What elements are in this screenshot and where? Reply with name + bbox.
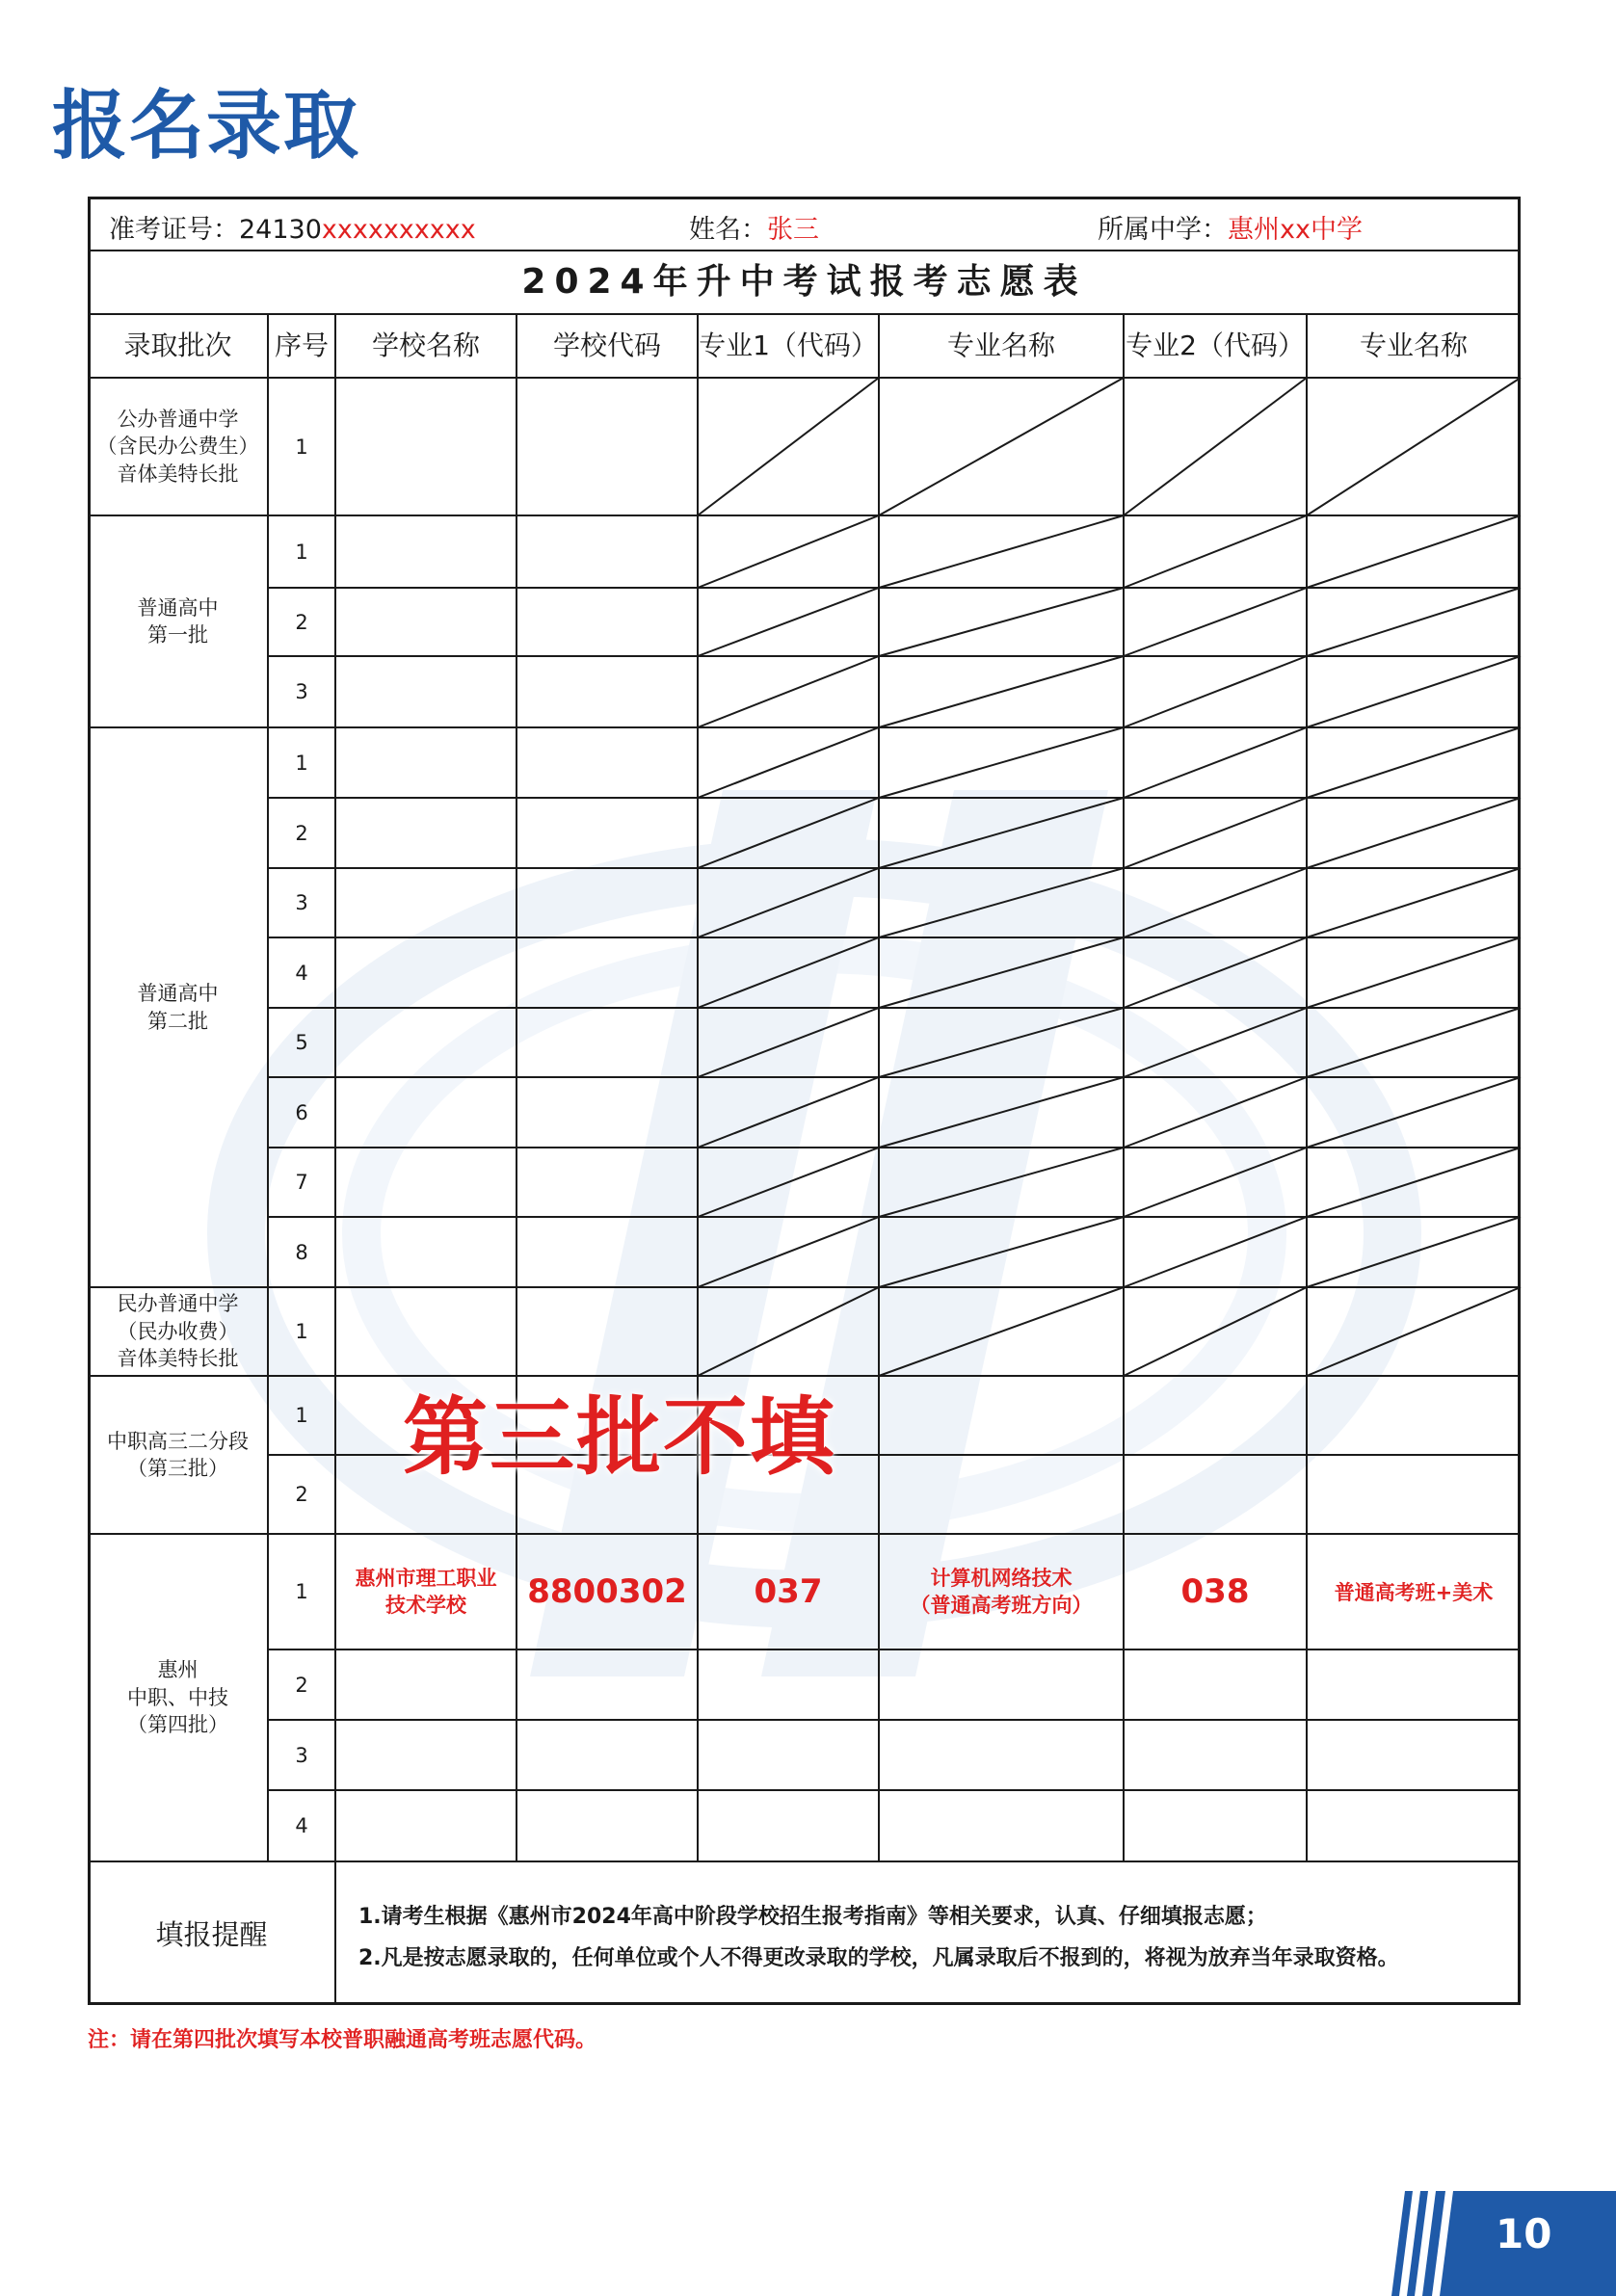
batch-label: 普通高中 第二批	[137, 982, 219, 1033]
student-school: 所属中学：惠州xx中学	[1098, 215, 1363, 245]
footnote: 注：请在第四批次填写本校普职融通高考班志愿代码。	[88, 2028, 597, 2052]
form-title: 2024年升中考试报考志愿表	[521, 262, 1087, 302]
row-number: 2	[295, 1673, 308, 1697]
column-header: 学校代码	[552, 330, 661, 361]
row-number: 1	[295, 751, 308, 775]
sample-school-name: 惠州市理工职业 技术学校	[355, 1566, 497, 1617]
row-number: 3	[295, 891, 308, 914]
grid-line	[268, 587, 1521, 589]
sample-major1-code: 037	[754, 1572, 823, 1611]
reminder-label: 填报提醒	[155, 1917, 268, 1951]
batch-label: 惠州 中职、中技 （第四批）	[127, 1658, 228, 1737]
row-number: 1	[295, 1320, 308, 1343]
row-number: 1	[295, 1404, 308, 1427]
sample-major2-name: 普通高考班+美术	[1334, 1581, 1494, 1604]
row-number: 2	[295, 610, 308, 634]
batch3-skip-stamp: 第三批不填	[403, 1387, 837, 1487]
row-number: 1	[295, 1580, 308, 1603]
batch-label: 普通高中 第一批	[137, 595, 219, 647]
row-number: 3	[295, 680, 308, 703]
grid-line	[268, 937, 1521, 938]
grid-line	[268, 1789, 1521, 1791]
row-number: 5	[295, 1031, 308, 1054]
row-number: 7	[295, 1171, 308, 1194]
column-header: 专业2（代码）	[1126, 330, 1305, 361]
grid-line	[268, 797, 1521, 799]
grid-line	[268, 1076, 1521, 1078]
student-info-row	[88, 197, 1521, 251]
grid-line	[268, 867, 1521, 869]
column-header: 专业名称	[946, 330, 1055, 361]
row-number: 2	[295, 1483, 308, 1506]
sample-school-code: 8800302	[527, 1572, 687, 1611]
reminder-item-1: 1.请考生根据《惠州市2024年高中阶段学校招生报考指南》等相关要求，认真、仔细填报志愿；	[358, 1905, 1267, 1929]
row-number: 1	[295, 435, 308, 459]
exam-id: 准考证号：24130xxxxxxxxxx	[109, 215, 476, 245]
row-number: 3	[295, 1743, 308, 1767]
batch-label: 公办普通中学 （含民办公费生） 音体美特长批	[96, 407, 259, 486]
row-number: 2	[295, 821, 308, 845]
column-header: 专业1（代码）	[699, 330, 878, 361]
column-header: 序号	[274, 330, 329, 361]
grid-line	[268, 1216, 1521, 1218]
grid-line	[88, 250, 1521, 251]
row-number: 4	[295, 1814, 308, 1837]
reminder-item-2: 2.凡是按志愿录取的，任何单位或个人不得更改录取的学校，凡属录取后不报到的，将视为放弃当年录取资格。	[358, 1946, 1399, 1970]
row-number: 4	[295, 961, 308, 985]
batch-label: 民办普通中学 （民办收费） 音体美特长批	[117, 1292, 239, 1371]
page-number: 10	[1496, 2210, 1552, 2257]
grid-line	[268, 1719, 1521, 1721]
grid-line	[268, 1007, 1521, 1009]
page-title: 报名录取	[52, 83, 361, 170]
row-number: 6	[295, 1100, 308, 1124]
row-number: 8	[295, 1240, 308, 1264]
grid-line	[268, 655, 1521, 657]
row-number: 1	[295, 540, 308, 564]
grid-line	[268, 1147, 1521, 1148]
student-name: 姓名：张三	[689, 215, 819, 245]
sample-major1-name: 计算机网络技术 （普通高考班方向）	[910, 1566, 1093, 1617]
column-header: 录取批次	[123, 330, 232, 361]
column-header: 专业名称	[1359, 330, 1468, 361]
column-header: 学校名称	[371, 330, 480, 361]
batch-label: 中职高三二分段 （第三批）	[107, 1429, 249, 1480]
sample-major2-code: 038	[1180, 1572, 1250, 1611]
